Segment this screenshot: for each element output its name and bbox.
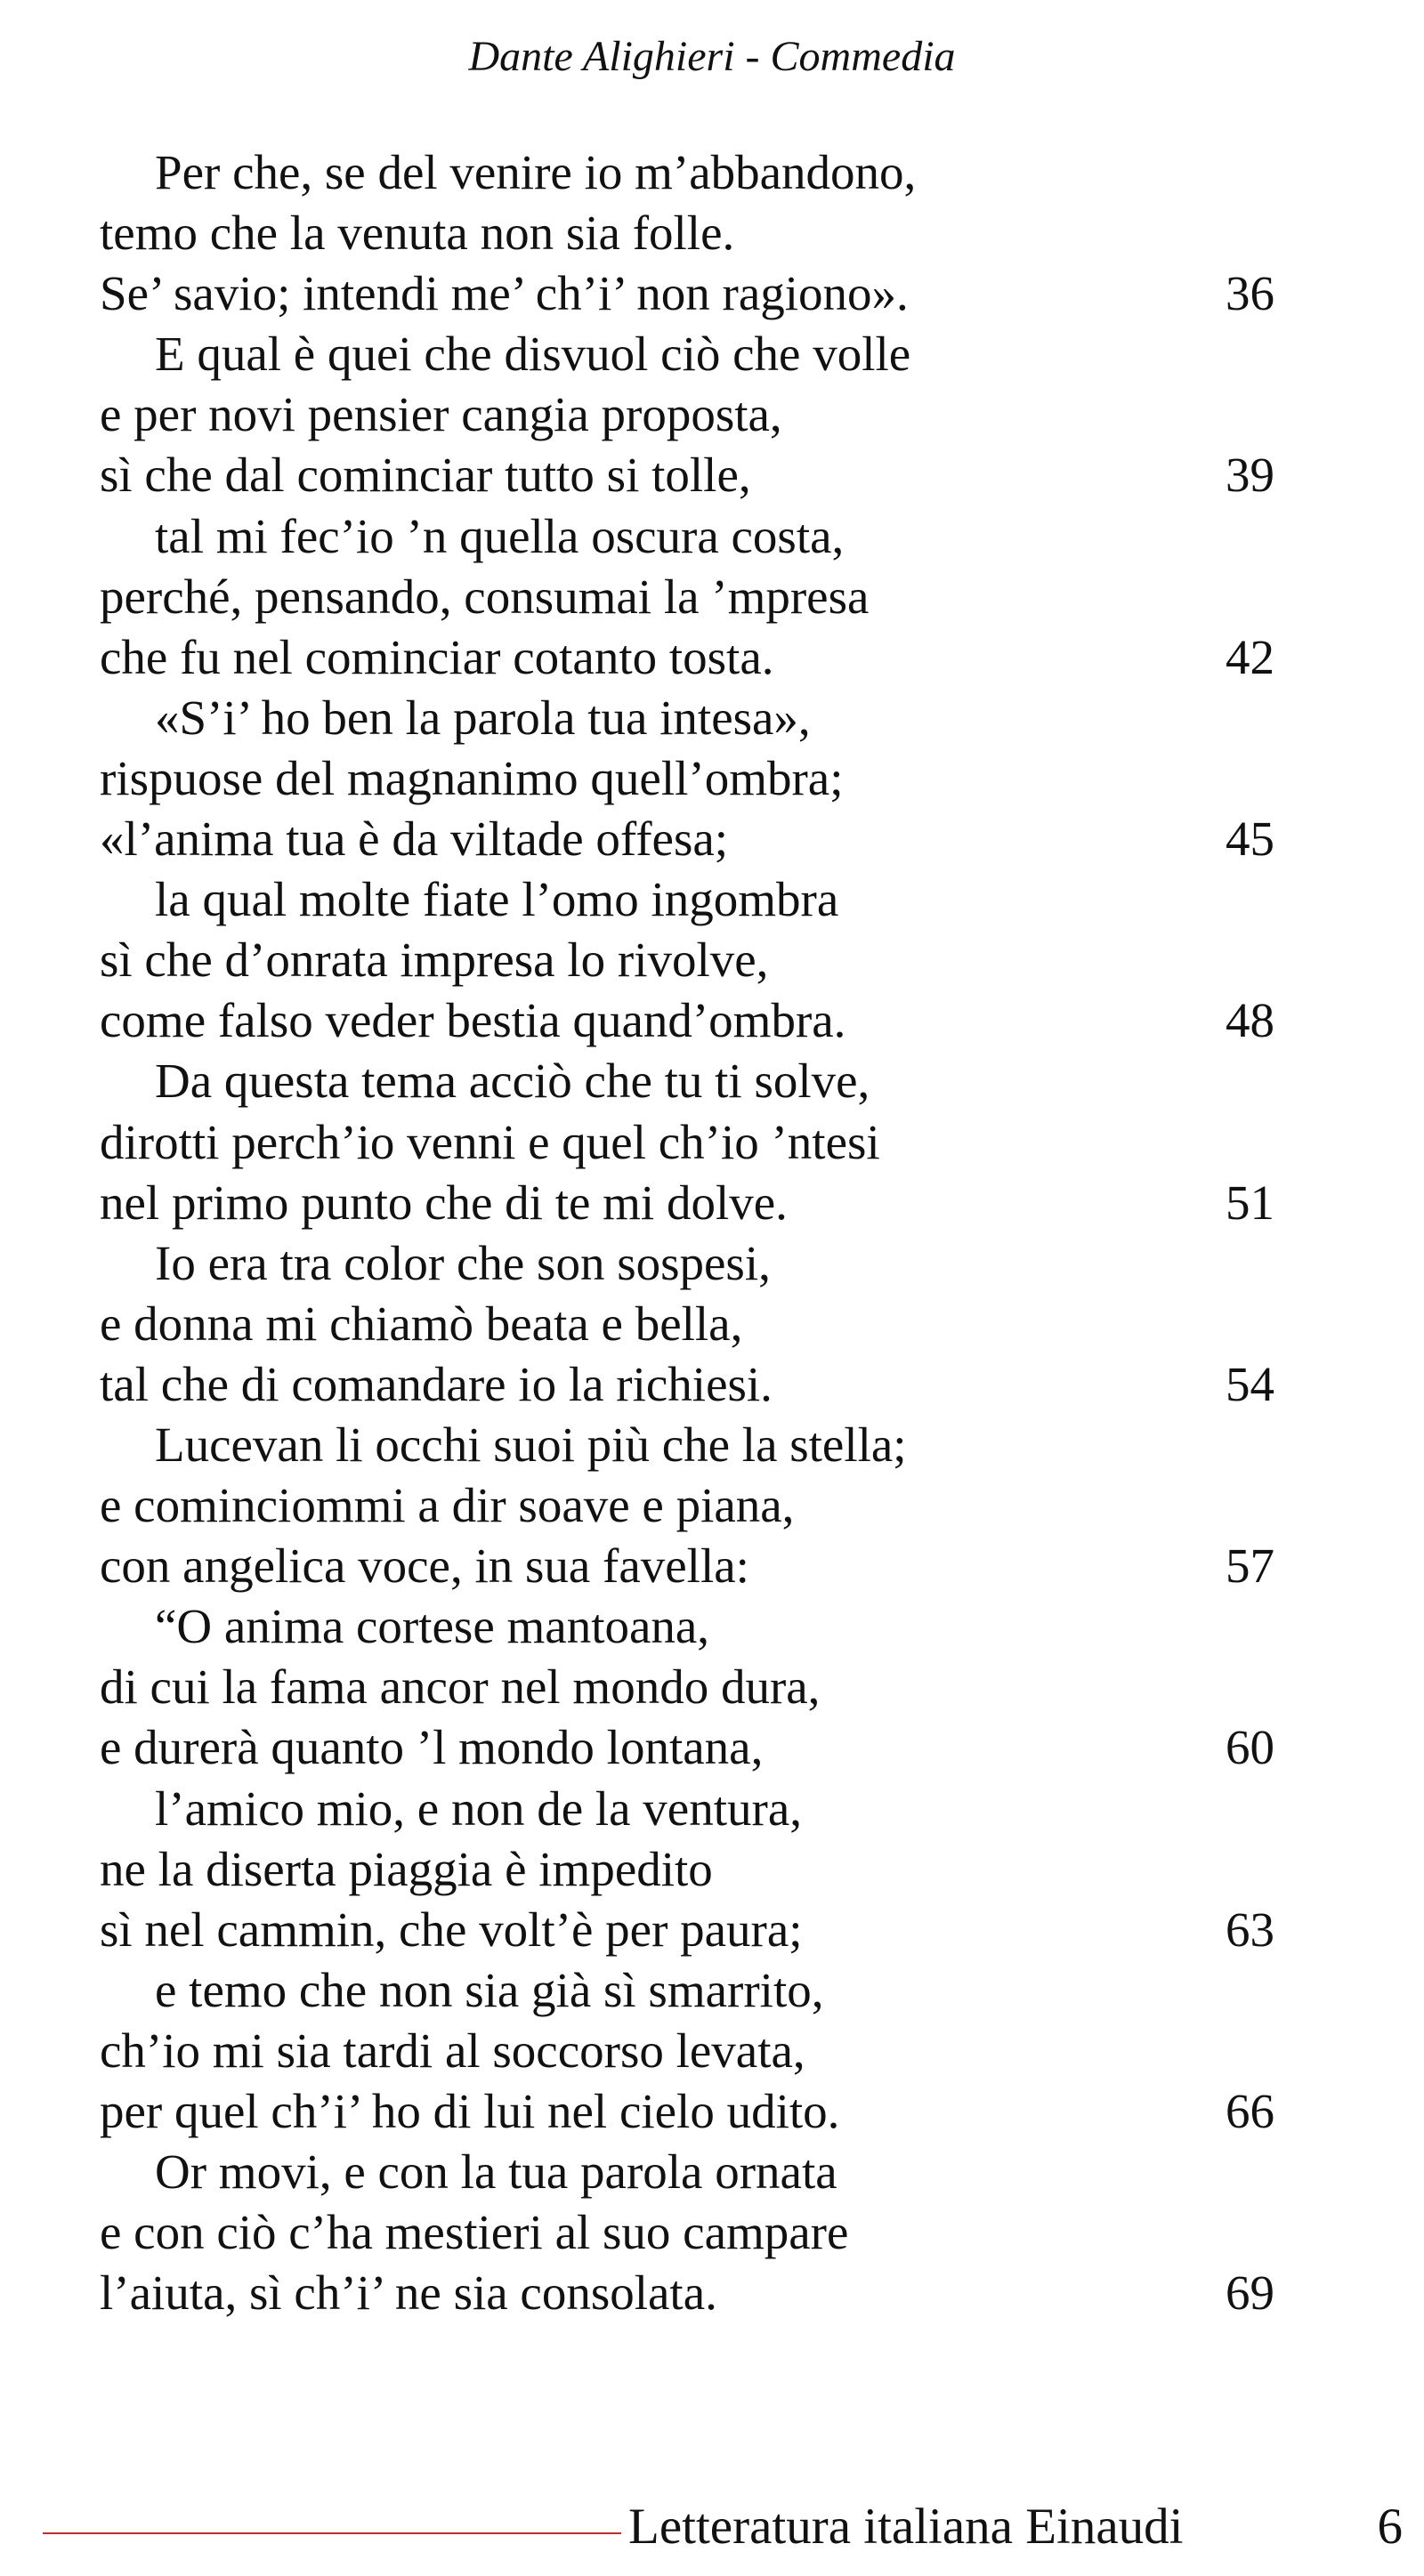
verse-line (100, 1960, 1257, 2021)
verse-text: “O anima cortese mantoana, (155, 1599, 710, 1654)
verse-text: l’aiuta, sì ch’i’ ne sia consolata. (100, 2265, 717, 2321)
verse-text: «S’i’ ho ben la parola tua intesa», (155, 690, 811, 745)
verse-number: 57 (1226, 1538, 1274, 1594)
verse-number: 39 (1226, 448, 1274, 503)
verse-text: Da questa tema acciò che tu ti solve, (155, 1054, 870, 1109)
verse-line (100, 2263, 1274, 2323)
verse-text: Se’ savio; intendi me’ ch’i’ non ragiono». (100, 266, 909, 321)
verse-number: 69 (1226, 2265, 1274, 2321)
verse-line (100, 990, 1274, 1051)
verse-number: 48 (1226, 993, 1274, 1048)
verse-text: sì nel cammin, che volt’è per paura; (100, 1902, 803, 1957)
page-footer (0, 2491, 1424, 2563)
verse-line (100, 688, 1257, 748)
verse-text: con angelica voce, in sua favella: (100, 1538, 749, 1594)
footer-rule (43, 2532, 621, 2534)
verse-text: temo che la venuta non sia folle. (100, 206, 735, 261)
verse-text: Lucevan li occhi suoi più che la stella; (155, 1417, 907, 1472)
verse-text: sì che d’onrata impresa lo rivolve, (100, 933, 769, 988)
verse-text: Per che, se del venire io m’abbandono, (155, 145, 917, 199)
verse-text: e per novi pensier cangia proposta, (100, 387, 782, 442)
verse-text: Io era tra color che son sospesi, (155, 1235, 771, 1290)
verse-line (100, 384, 1257, 445)
verse-text: l’amico mio, e non de la ventura, (155, 1781, 802, 1836)
verse-line (100, 1657, 1257, 1717)
verse-line (100, 1354, 1274, 1415)
verse-text: ch’io mi sia tardi al soccorso levata, (100, 2023, 805, 2078)
verse-line (100, 869, 1257, 930)
verse-number: 63 (1226, 1902, 1274, 1957)
verse-number: 54 (1226, 1356, 1274, 1411)
verse-line (100, 1839, 1257, 1900)
verse-text: e donna mi chiamò beata e bella, (100, 1296, 743, 1351)
verse-line (100, 142, 1257, 203)
verse-text: e cominciommi a dir soave e piana, (100, 1478, 795, 1533)
verse-number: 36 (1226, 266, 1274, 321)
verse-number: 51 (1226, 1175, 1274, 1230)
verse-text: per quel ch’i’ ho di lui nel cielo udito. (100, 2084, 840, 2138)
verse-line (100, 1294, 1257, 1354)
verse-text: ne la diserta piaggia è impedito (100, 1841, 713, 1896)
verse-text: e durerà quanto ’l mondo lontana, (100, 1720, 764, 1775)
verse-line (100, 263, 1274, 324)
verse-line (100, 2142, 1257, 2202)
running-head: Dante Alighieri - Commedia (468, 33, 956, 80)
footer-publisher: Letteratura italiana Einaudi (628, 2499, 1184, 2555)
verse-number: 45 (1226, 812, 1274, 867)
verse-number: 42 (1226, 629, 1274, 684)
verse-line (100, 627, 1274, 688)
verse-line (100, 203, 1257, 263)
verse-line (100, 1233, 1257, 1294)
verse-line (100, 748, 1257, 809)
verse-text: tal che di comandare io la richiesi. (100, 1356, 773, 1411)
verse-line (100, 1051, 1257, 1111)
verse-text: come falso veder bestia quand’ombra. (100, 993, 846, 1048)
verse-line (100, 2021, 1257, 2081)
verse-line (100, 506, 1257, 567)
verse-line (100, 2202, 1257, 2263)
verse-line (100, 2081, 1274, 2142)
verse-number: 60 (1226, 1720, 1274, 1775)
verse-number: 66 (1226, 2084, 1274, 2138)
verse-text: e con ciò c’ha mestieri al suo campare (100, 2205, 849, 2260)
page-number: 6 (1377, 2499, 1403, 2555)
poem-body (100, 142, 1274, 2323)
verse-text: perché, pensando, consumai la ’mpresa (100, 569, 870, 624)
verse-line (100, 1112, 1257, 1173)
verse-text: Or movi, e con la tua parola ornata (155, 2144, 837, 2200)
verse-text: di cui la fama ancor nel mondo dura, (100, 1659, 821, 1715)
verse-line (100, 1415, 1257, 1475)
verse-line (100, 324, 1257, 384)
verse-text: tal mi fec’io ’n quella oscura costa, (155, 508, 845, 563)
verse-text: e temo che non sia già sì smarrito, (155, 1962, 824, 2017)
verse-text: dirotti perch’io venni e quel ch’io ’ntesi (100, 1114, 880, 1169)
verse-line (100, 1173, 1274, 1233)
verse-line (100, 1900, 1274, 1960)
verse-line (100, 1717, 1274, 1778)
verse-text: E qual è quei che disvuol ciò che volle (155, 327, 911, 382)
verse-line (100, 1536, 1274, 1596)
verse-text: nel primo punto che di te mi dolve. (100, 1175, 788, 1230)
verse-text: la qual molte fiate l’omo ingombra (155, 872, 839, 927)
verse-text: sì che dal cominciar tutto si tolle, (100, 448, 751, 503)
verse-text: rispuose del magnanimo quell’ombra; (100, 750, 844, 805)
verse-line (100, 445, 1274, 505)
verse-line (100, 930, 1257, 990)
verse-line (100, 1475, 1257, 1536)
verse-line (100, 567, 1257, 627)
verse-line (100, 1596, 1257, 1657)
verse-text: «l’anima tua è da viltade offesa; (100, 812, 729, 867)
verse-line (100, 809, 1274, 869)
verse-text: che fu nel cominciar cotanto tosta. (100, 629, 774, 684)
verse-line (100, 1779, 1257, 1839)
